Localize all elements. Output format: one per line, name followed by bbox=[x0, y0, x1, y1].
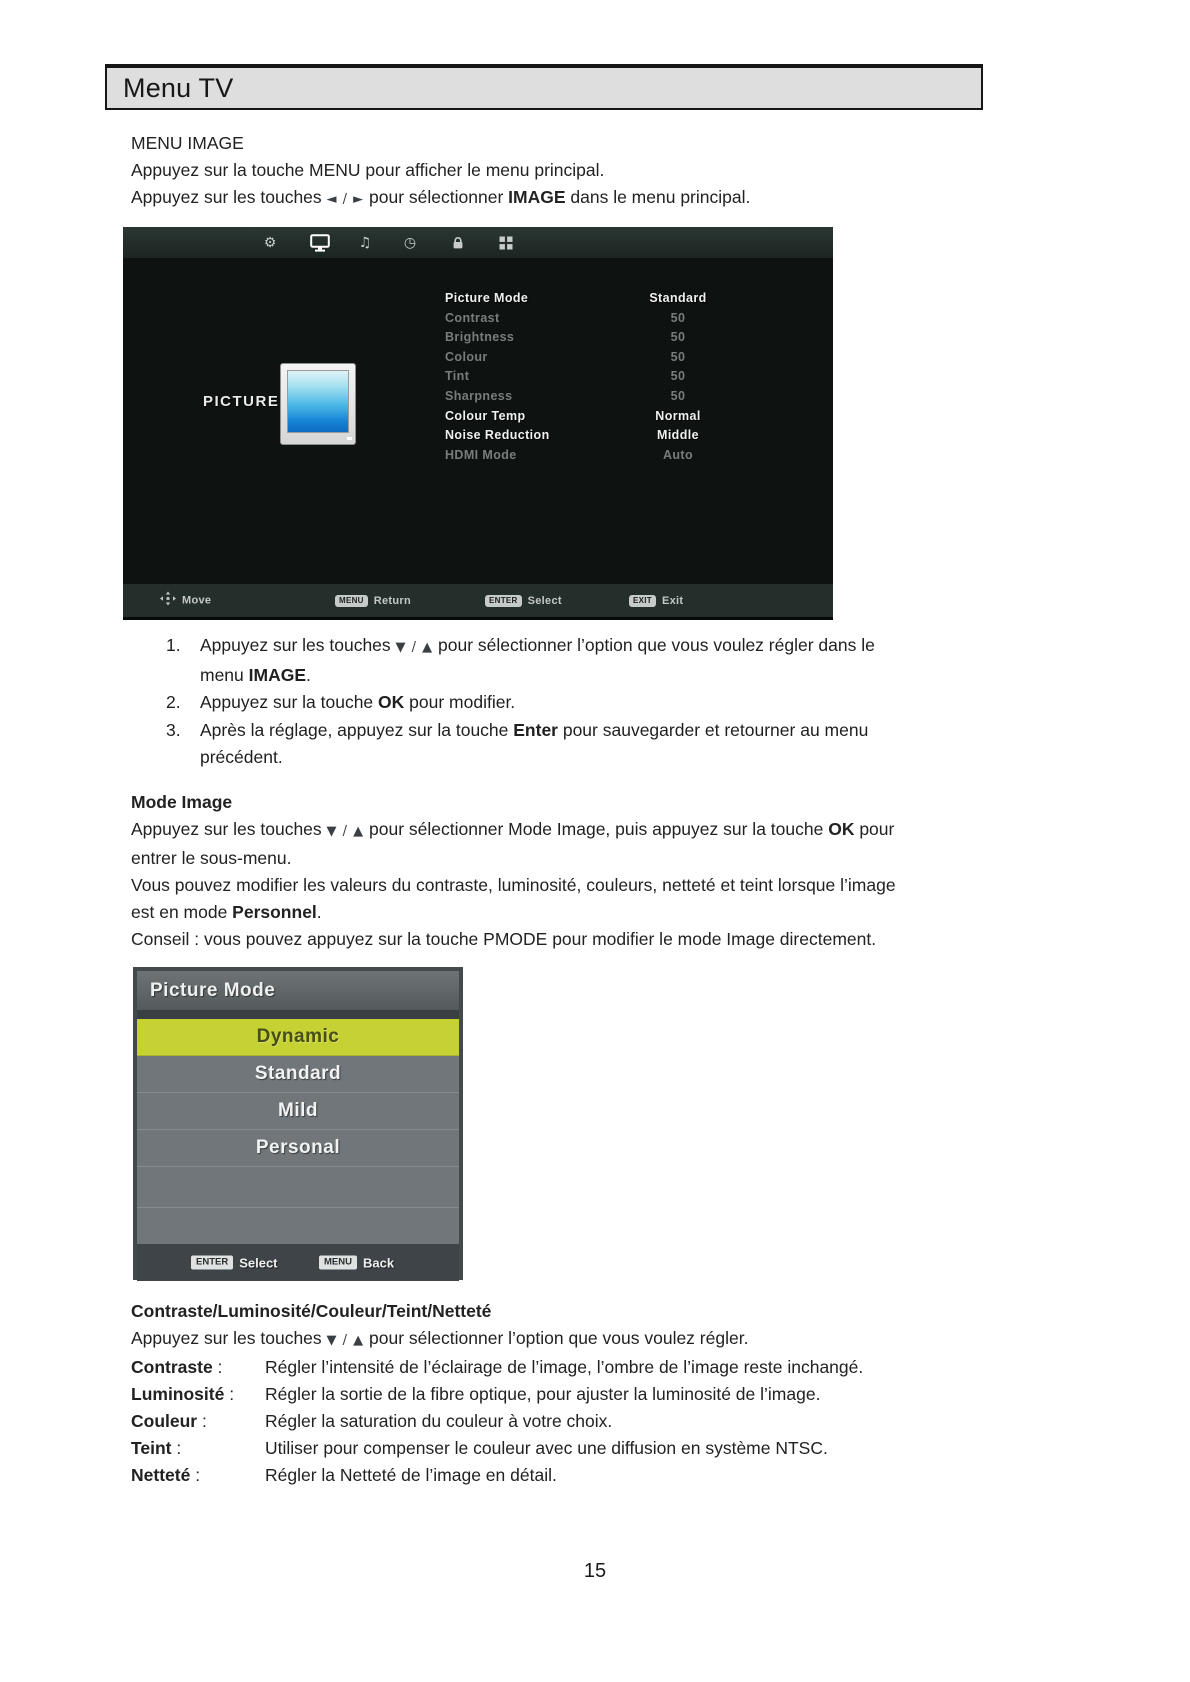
definition-contraste: Contraste : Régler l’intensité de l’éclairage de l’image, l’ombre de l’image reste inchangé. bbox=[131, 1357, 864, 1377]
mode-image-heading: Mode Image bbox=[131, 792, 233, 812]
adjust-line-1: Appuyez sur les touches ▼ / ▲ pour sélectionner l’option que vous voulez régler. bbox=[131, 1328, 749, 1348]
hint-return: MENU Return bbox=[335, 595, 411, 607]
menu-key-badge: MENU bbox=[335, 595, 368, 607]
mode-image-section bbox=[131, 789, 896, 953]
step-2: 2. Appuyez sur la touche OK pour modifier. bbox=[166, 689, 875, 717]
submenu-option-personal: Personal bbox=[137, 1130, 459, 1167]
tv-set-icon bbox=[280, 363, 356, 445]
intro-line-2: Appuyez sur les touches ◄ / ► pour sélectionner IMAGE dans le menu principal. bbox=[131, 187, 751, 207]
grid-icon bbox=[500, 236, 513, 249]
page-title: Menu TV bbox=[123, 72, 234, 103]
definition-nettete: Netteté : Régler la Netteté de l’image en détail. bbox=[131, 1465, 557, 1485]
submenu-empty-row bbox=[137, 1167, 459, 1208]
submenu-option-dynamic: Dynamic bbox=[137, 1019, 459, 1056]
submenu-option-standard: Standard bbox=[137, 1056, 459, 1093]
submenu-title: Picture Mode bbox=[137, 971, 459, 1010]
menu-row-brightness: Brightness 50 bbox=[445, 330, 686, 345]
exit-key-badge: EXIT bbox=[629, 595, 656, 607]
definition-teint: Teint : Utiliser pour compenser le couleur avec une diffusion en système NTSC. bbox=[131, 1438, 828, 1458]
lock-icon bbox=[451, 236, 465, 250]
mode-image-line-1: Appuyez sur les touches ▼ / ▲ pour sélectionner Mode Image, puis appuyez sur la touche OK pour bbox=[131, 819, 895, 839]
tv-picture-menu-screenshot bbox=[123, 227, 833, 620]
step-1-line-1: Appuyez sur les touches ▼ / ▲ pour sélectionner l’option que vous voulez régler dans le bbox=[200, 635, 875, 655]
dpad-icon bbox=[160, 591, 176, 610]
menu-row-sharpness: Sharpness 50 bbox=[445, 388, 686, 403]
music-note-icon: ♫ bbox=[358, 234, 372, 251]
menu-row-noise-reduction: Noise Reduction Middle bbox=[445, 428, 699, 443]
menu-row-colour-temp: Colour Temp Normal bbox=[445, 408, 701, 423]
submenu-empty-row bbox=[137, 1208, 459, 1244]
mode-image-line-5: Conseil : vous pouvez appuyez sur la touche PMODE pour modifier le mode Image directement. bbox=[131, 929, 877, 949]
page-number: 15 bbox=[583, 1560, 607, 1582]
left-right-arrows-icon: ◄ / ► bbox=[326, 192, 365, 207]
submenu-hint-back: MENU Back bbox=[319, 1255, 394, 1270]
hint-move: Move bbox=[160, 591, 211, 610]
submenu-option-mild: Mild bbox=[137, 1093, 459, 1130]
osd-icon-bar bbox=[123, 227, 833, 258]
submenu-hint-select: ENTER Select bbox=[191, 1255, 278, 1270]
down-up-arrows-icon: ▼ / ▲ bbox=[326, 1333, 365, 1348]
tv-power-dot bbox=[347, 437, 352, 440]
intro-line-1: Appuyez sur la touche MENU pour afficher le menu principal. bbox=[131, 160, 605, 180]
menu-row-contrast: Contrast 50 bbox=[445, 310, 686, 325]
intro-paragraph bbox=[131, 130, 750, 213]
submenu-title-divider bbox=[137, 1010, 459, 1019]
step-3-line-1: Après la réglage, appuyez sur la touche Enter pour sauvegarder et retourner au menu bbox=[200, 719, 869, 740]
down-up-arrows-icon: ▼ / ▲ bbox=[326, 824, 365, 839]
clock-icon: ◷ bbox=[403, 234, 417, 251]
step-1: 1. Appuyez sur les touches ▼ / ▲ pour sélectionner l’option que vous voulez régler dans le menu IMAGE. bbox=[166, 632, 875, 689]
hint-exit: EXIT Exit bbox=[629, 595, 683, 607]
monitor-icon bbox=[310, 234, 330, 252]
menu-row-colour: Colour 50 bbox=[445, 349, 686, 364]
menu-row-hdmi-mode: HDMI Mode Auto bbox=[445, 447, 694, 462]
adjust-heading: Contraste/Luminosité/Couleur/Teint/Netteté bbox=[131, 1301, 492, 1321]
step-3: 3. Après la réglage, appuyez sur la touche Enter pour sauvegarder et retourner au menu précédent. bbox=[166, 717, 875, 772]
steps-list bbox=[166, 632, 875, 772]
menu-row-tint: Tint 50 bbox=[445, 369, 686, 384]
osd-hint-bar bbox=[123, 584, 833, 620]
step-1-line-2: menu IMAGE. bbox=[200, 664, 311, 685]
menu-key-badge: MENU bbox=[319, 1256, 357, 1270]
menu-image-heading: MENU IMAGE bbox=[131, 133, 244, 153]
section-header bbox=[105, 64, 983, 110]
mode-image-line-3: Vous pouvez modifier les valeurs du contraste, luminosité, couleurs, netteté et teint lorsque l’image bbox=[131, 875, 896, 895]
enter-key-badge: ENTER bbox=[191, 1256, 233, 1270]
enter-key-badge: ENTER bbox=[485, 595, 522, 607]
picture-menu-list bbox=[445, 289, 805, 465]
step-2-line-1: Appuyez sur la touche OK pour modifier. bbox=[200, 692, 516, 712]
menu-row-picture-mode: Picture Mode Standard bbox=[445, 291, 707, 305]
mode-image-line-2: entrer le sous-menu. bbox=[131, 848, 292, 868]
picture-category-label: PICTURE bbox=[203, 393, 280, 410]
mode-image-line-4: est en mode Personnel. bbox=[131, 902, 322, 922]
gear-icon: ⚙ bbox=[263, 234, 277, 251]
adjust-section bbox=[131, 1298, 1081, 1489]
definition-couleur: Couleur : Régler la saturation du couleur à votre choix. bbox=[131, 1411, 613, 1431]
step-3-line-2: précédent. bbox=[200, 747, 283, 767]
picture-mode-submenu-screenshot bbox=[133, 967, 463, 1280]
down-up-arrows-icon: ▼ / ▲ bbox=[395, 640, 434, 655]
tv-screen bbox=[287, 370, 349, 433]
hint-select: ENTER Select bbox=[485, 595, 562, 607]
submenu-hint-bar bbox=[137, 1244, 459, 1281]
definition-luminosite: Luminosité : Régler la sortie de la fibre optique, pour ajuster la luminosité de l’image. bbox=[131, 1384, 821, 1404]
